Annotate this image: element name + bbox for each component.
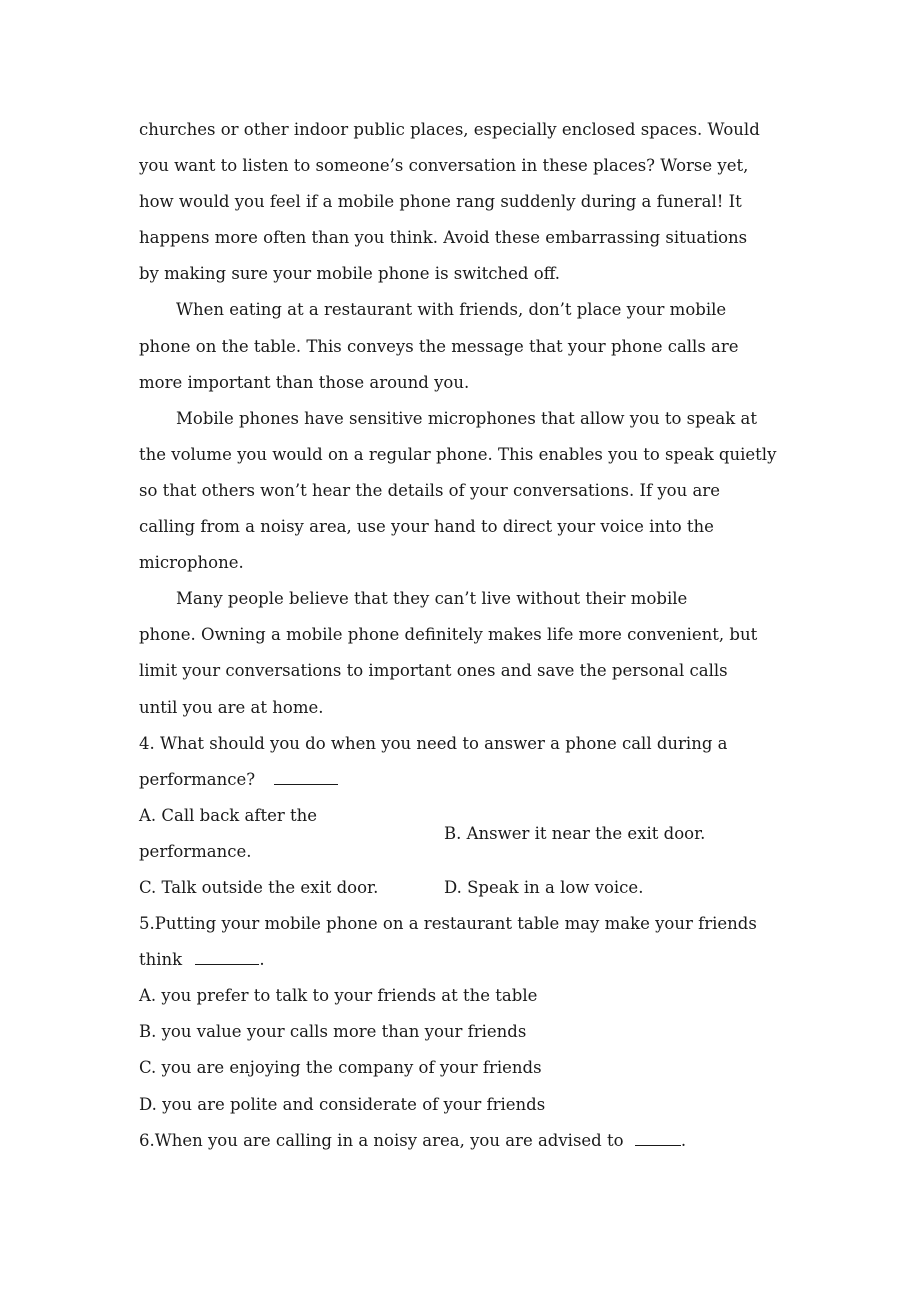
question-stem-suffix: . [259, 950, 265, 970]
option-c[interactable]: C. Talk outside the exit door. [139, 877, 379, 897]
exam-page [139, 112, 829, 1159]
passage-line: limit your conversations to important ones and save the personal calls [139, 661, 728, 681]
passage-line: microphone. [139, 553, 244, 573]
passage-line: how would you feel if a mobile phone rang suddenly during a funeral! It [139, 192, 742, 212]
option-a[interactable]: A. Call back after the [139, 805, 318, 825]
question-stem: 4. What should you do when you need to answer a phone call during a [139, 733, 728, 753]
option-c[interactable]: C. you are enjoying the company of your friends [139, 1058, 542, 1078]
passage-line: phone. Owning a mobile phone definitely makes life more convenient, but [139, 625, 758, 645]
question-stem: performance? [139, 769, 256, 789]
answer-blank[interactable] [195, 946, 259, 965]
passage-line: phone on the table. This conveys the message that your phone calls are [139, 336, 739, 356]
question-stem-suffix: . [680, 1130, 687, 1150]
passage-line: by making sure your mobile phone is switched off. [139, 264, 561, 284]
question-5 [139, 906, 829, 1123]
option-d[interactable]: D. you are polite and considerate of your friends [139, 1094, 546, 1114]
question-stem-line-1 [139, 1123, 829, 1159]
passage-line: more important than those around you. [139, 372, 470, 392]
passage-line: happens more often than you think. Avoid these embarrassing situations [139, 228, 748, 248]
question-stem-line-2 [139, 942, 829, 978]
passage-paragraph-1 [139, 112, 829, 292]
question-stem-line-2 [139, 762, 829, 798]
option-a-continued[interactable]: performance. [139, 841, 252, 861]
question-4 [139, 726, 829, 906]
question-stem-prefix: 6.When you are calling in a noisy area, you are advised to [139, 1130, 624, 1150]
answer-blank[interactable] [274, 766, 338, 785]
passage-line: the volume you would on a regular phone. This enables you to speak quietly [139, 444, 777, 464]
passage-line: When eating at a restaurant with friends, don’t place your mobile [176, 300, 727, 320]
passage-line: calling from a noisy area, use your hand to direct your voice into the [139, 517, 714, 537]
option-b[interactable]: B. Answer it near the exit door. [444, 823, 706, 843]
passage-paragraph-2 [139, 292, 829, 400]
passage-line: Many people believe that they can’t live without their mobile [176, 589, 688, 609]
answer-blank[interactable] [635, 1127, 681, 1146]
option-d[interactable]: D. Speak in a low voice. [444, 877, 644, 897]
options-c-d [139, 870, 829, 906]
options-a-b [139, 798, 829, 870]
option-b[interactable]: B. you value your calls more than your friends [139, 1022, 527, 1042]
question-stem-prefix: think [139, 950, 183, 970]
passage-paragraph-3 [139, 401, 829, 581]
passage-line: churches or other indoor public places, especially enclosed spaces. Would [139, 120, 760, 139]
option-a[interactable]: A. you prefer to talk to your friends at the table [139, 986, 538, 1006]
passage-line: until you are at home. [139, 697, 324, 717]
passage-paragraph-4 [139, 581, 829, 725]
question-stem: 5.Putting your mobile phone on a restaurant table may make your friends [139, 914, 757, 934]
passage-line: Mobile phones have sensitive microphones that allow you to speak at [176, 408, 757, 428]
passage-line: so that others won’t hear the details of your conversations. If you are [139, 480, 720, 500]
passage-line: you want to listen to someone’s conversation in these places? Worse yet, [139, 156, 749, 176]
question-6 [139, 1123, 829, 1159]
